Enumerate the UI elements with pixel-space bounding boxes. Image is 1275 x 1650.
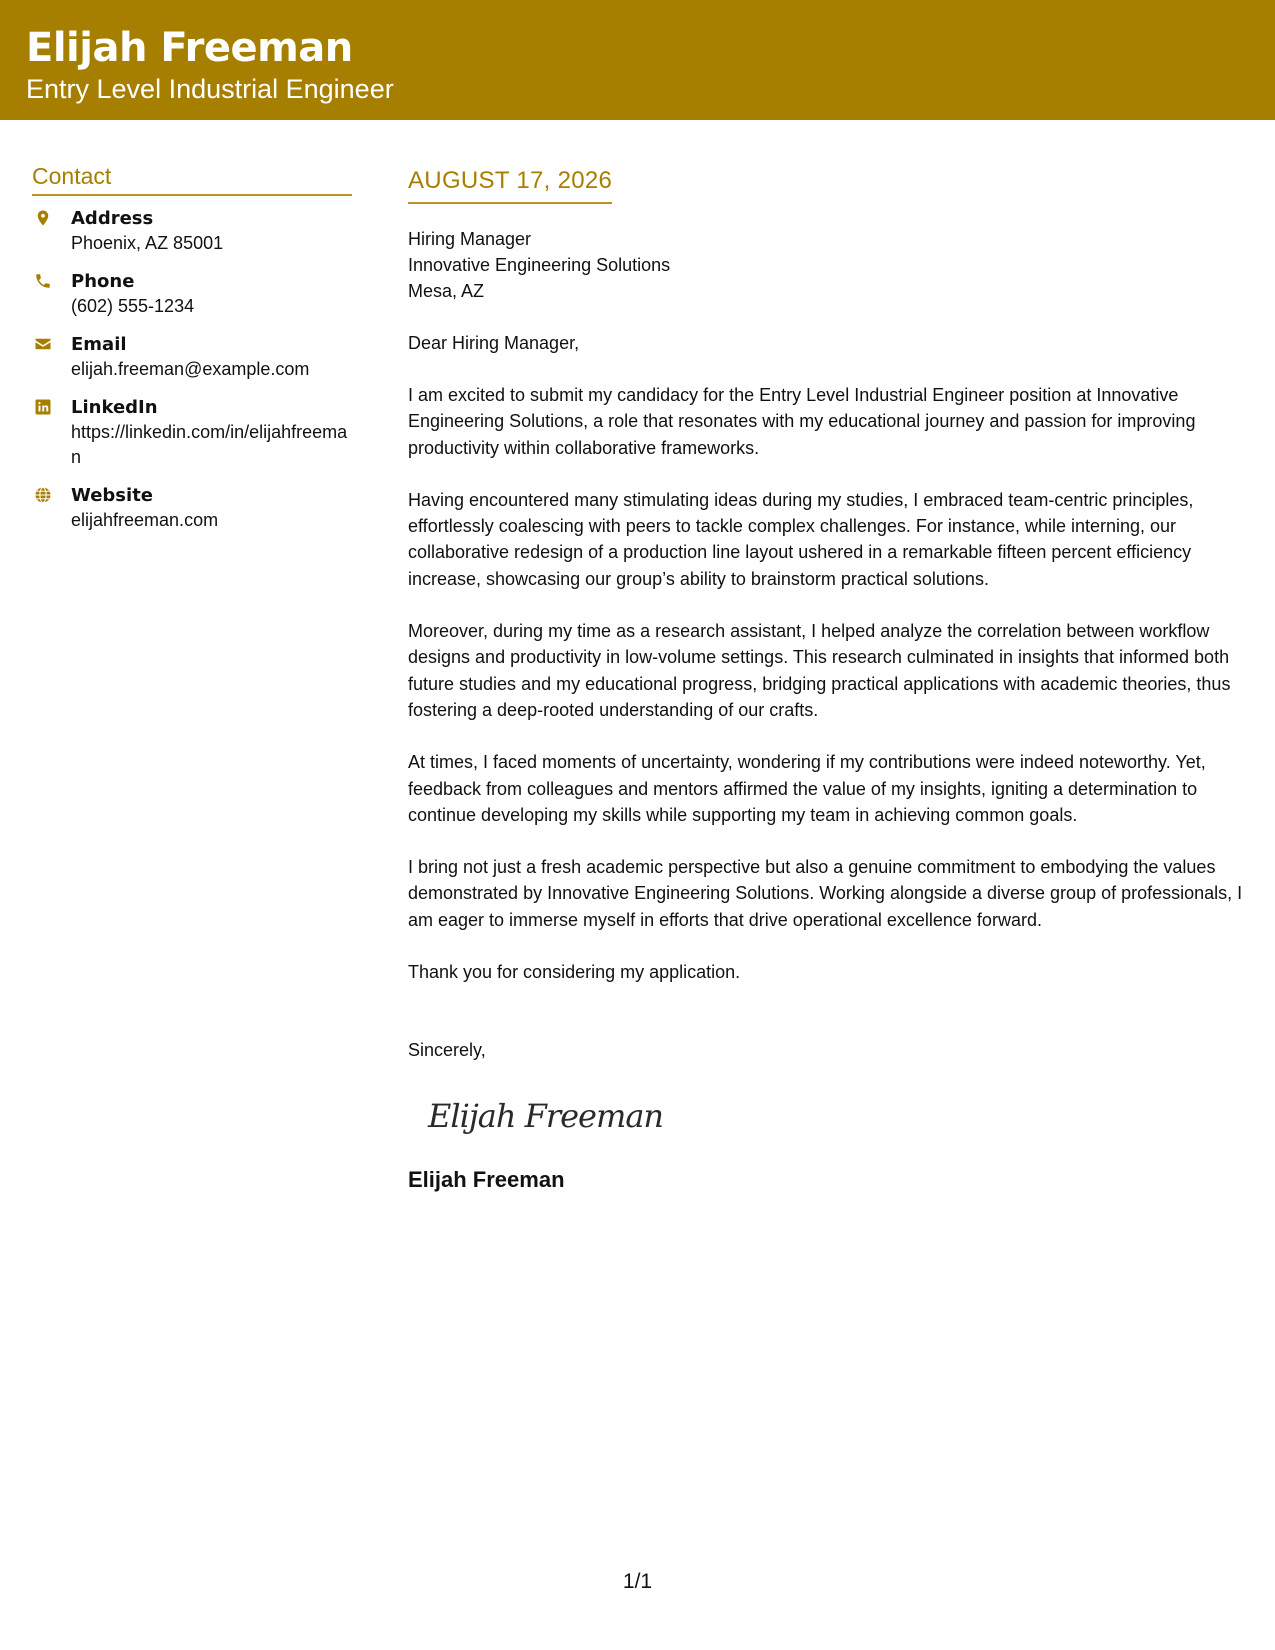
paragraph-research: Moreover, during my time as a research assistant, I helped analyze the correlation between workflow designs and productivity in low-volume settings. This research culminated in insights that informed both future studies and my educational progress, bridging practical applications with academic theories, thus fostering a deep-rooted understanding of our crafts. — [408, 621, 1231, 720]
linkedin-icon — [34, 398, 52, 416]
contact-phone-label: Phone — [71, 271, 135, 292]
contact-email — [32, 332, 352, 382]
signature-text: Elijah Freeman — [428, 1097, 664, 1136]
signature-graphic — [424, 1085, 664, 1145]
contact-website — [32, 483, 352, 533]
map-pin-icon — [34, 209, 52, 227]
contact-address — [32, 206, 352, 256]
contact-linkedin — [32, 395, 352, 470]
contact-email-value[interactable]: elijah.freeman@example.com — [71, 359, 310, 379]
contact-email-label: Email — [71, 334, 127, 355]
contact-website-label: Website — [71, 485, 154, 506]
recipient-location: Mesa, AZ — [408, 281, 485, 301]
contact-phone-value: (602) 555-1234 — [71, 296, 195, 316]
handwritten-signature — [424, 1085, 1250, 1145]
contact-list — [32, 206, 352, 533]
contact-linkedin-label: LinkedIn — [71, 397, 158, 418]
signed-name: Elijah Freeman — [408, 1167, 565, 1193]
envelope-icon — [34, 335, 52, 353]
recipient-block — [408, 226, 1250, 304]
paragraph-growth: At times, I faced moments of uncertainty, wondering if my contributions were indeed noteworthy. Yet, feedback from colleagues and mentors affirmed the value of my insights, igniting a determination to continue developing my skills while supporting my team in achieving common goals. — [408, 752, 1206, 825]
contact-website-value[interactable]: elijahfreeman.com — [71, 510, 219, 530]
globe-icon — [34, 486, 52, 504]
letter-body — [408, 164, 1250, 1195]
applicant-name: Elijah Freeman — [26, 25, 353, 71]
letter-date: AUGUST 17, 2026 — [408, 164, 612, 204]
closing: Sincerely, — [408, 1040, 486, 1061]
contact-phone — [32, 269, 352, 319]
contact-address-label: Address — [71, 208, 154, 229]
contact-sidebar — [32, 160, 352, 546]
recipient-company: Innovative Engineering Solutions — [408, 255, 671, 275]
contact-linkedin-value[interactable]: https://linkedin.com/in/elijahfreeman — [71, 422, 348, 467]
recipient-title: Hiring Manager — [408, 229, 532, 249]
header-banner — [0, 0, 1275, 120]
contact-address-value: Phoenix, AZ 85001 — [71, 233, 224, 253]
contact-section-title: Contact — [32, 160, 352, 196]
applicant-role: Entry Level Industrial Engineer — [26, 74, 394, 104]
paragraph-teamwork: Having encountered many stimulating ideas during my studies, I embraced team-centric principles, effortlessly coalescing with peers to tackle complex challenges. For instance, while interning, our collaborative redesign of a production line layout ushered in a remarkable fifteen percent efficiency increase, showcasing our group’s ability to brainstorm practical solutions. — [408, 489, 1194, 589]
paragraph-commitment: I bring not just a fresh academic perspective but also a genuine commitment to embodying the values demonstrated by Innovative Engineering Solutions. Working alongside a diverse group of professionals, I am eager to immerse myself in efforts that drive operational excellence forward. — [408, 857, 1243, 930]
phone-icon — [34, 272, 52, 290]
paragraph-intro: I am excited to submit my candidacy for the Entry Level Industrial Engineer position at Innovative Engineering Solutions, a role that resonates with my educational journey and passion for improving productivity within collaborative frameworks. — [408, 385, 1196, 458]
page-number: 1/1 — [622, 1570, 653, 1593]
salutation: Dear Hiring Manager, — [408, 333, 580, 353]
paragraph-thanks: Thank you for considering my application. — [408, 962, 741, 983]
